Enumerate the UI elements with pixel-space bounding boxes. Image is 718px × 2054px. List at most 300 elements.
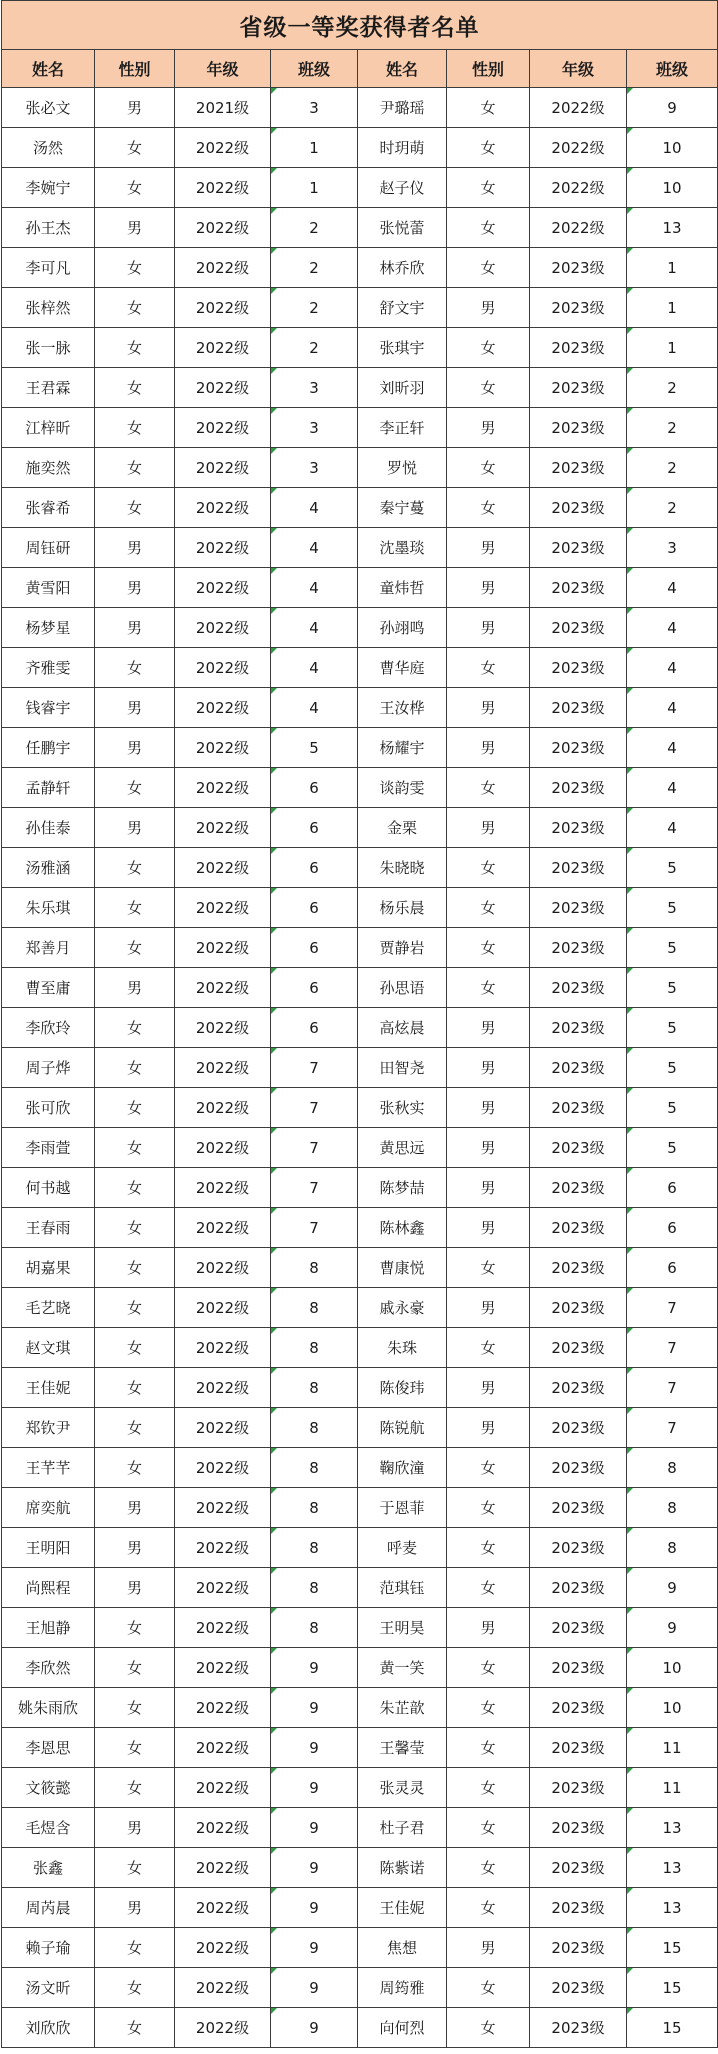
grade-cell[interactable]: 2022级 [175, 248, 271, 288]
grade-cell[interactable]: 2022级 [175, 1488, 271, 1528]
class-cell[interactable]: 5 [271, 728, 358, 768]
class-cell[interactable]: 6 [627, 1208, 718, 1248]
gender-cell[interactable]: 女 [447, 968, 530, 1008]
class-cell[interactable]: 5 [627, 888, 718, 928]
class-cell[interactable]: 1 [271, 128, 358, 168]
class-cell[interactable]: 8 [271, 1528, 358, 1568]
class-cell[interactable]: 4 [271, 648, 358, 688]
grade-cell[interactable]: 2022级 [175, 928, 271, 968]
class-cell[interactable]: 7 [627, 1368, 718, 1408]
gender-cell[interactable]: 女 [95, 648, 175, 688]
name-cell[interactable]: 杨耀宇 [358, 728, 447, 768]
name-cell[interactable]: 朱芷歆 [358, 1688, 447, 1728]
class-cell[interactable]: 6 [627, 1168, 718, 1208]
class-cell[interactable]: 4 [627, 648, 718, 688]
class-cell[interactable]: 2 [627, 408, 718, 448]
gender-cell[interactable]: 女 [95, 1928, 175, 1968]
grade-cell[interactable]: 2023级 [530, 1688, 627, 1728]
gender-cell[interactable]: 女 [95, 248, 175, 288]
class-cell[interactable]: 8 [271, 1488, 358, 1528]
gender-cell[interactable]: 女 [447, 1848, 530, 1888]
grade-cell[interactable]: 2023级 [530, 1448, 627, 1488]
class-cell[interactable]: 8 [271, 1608, 358, 1648]
name-cell[interactable]: 杨乐晨 [358, 888, 447, 928]
gender-cell[interactable]: 男 [447, 288, 530, 328]
class-cell[interactable]: 1 [627, 288, 718, 328]
name-cell[interactable]: 王明昊 [358, 1608, 447, 1648]
class-cell[interactable]: 3 [627, 528, 718, 568]
name-cell[interactable]: 李可凡 [2, 248, 95, 288]
grade-cell[interactable]: 2023级 [530, 1208, 627, 1248]
grade-cell[interactable]: 2023级 [530, 1088, 627, 1128]
class-cell[interactable]: 9 [627, 1608, 718, 1648]
gender-cell[interactable]: 男 [95, 808, 175, 848]
class-cell[interactable]: 13 [627, 1848, 718, 1888]
grade-cell[interactable]: 2022级 [175, 1368, 271, 1408]
name-cell[interactable]: 陈锐航 [358, 1408, 447, 1448]
gender-cell[interactable]: 女 [447, 1768, 530, 1808]
gender-cell[interactable]: 女 [447, 1568, 530, 1608]
name-cell[interactable]: 刘欣欣 [2, 2008, 95, 2048]
grade-cell[interactable]: 2022级 [175, 1448, 271, 1488]
gender-cell[interactable]: 男 [447, 528, 530, 568]
grade-cell[interactable]: 2023级 [530, 1568, 627, 1608]
gender-cell[interactable]: 女 [447, 1888, 530, 1928]
grade-cell[interactable]: 2022级 [175, 608, 271, 648]
gender-cell[interactable]: 女 [95, 1248, 175, 1288]
gender-cell[interactable]: 女 [447, 1448, 530, 1488]
name-cell[interactable]: 孙思语 [358, 968, 447, 1008]
gender-cell[interactable]: 女 [447, 1328, 530, 1368]
class-cell[interactable]: 2 [627, 368, 718, 408]
grade-cell[interactable]: 2023级 [530, 1248, 627, 1288]
name-cell[interactable]: 张梓然 [2, 288, 95, 328]
grade-cell[interactable]: 2022级 [175, 1048, 271, 1088]
class-cell[interactable]: 4 [271, 488, 358, 528]
name-cell[interactable]: 任鹏宇 [2, 728, 95, 768]
class-cell[interactable]: 5 [627, 1088, 718, 1128]
name-cell[interactable]: 曹至庸 [2, 968, 95, 1008]
class-cell[interactable]: 5 [627, 848, 718, 888]
name-cell[interactable]: 毛艺晓 [2, 1288, 95, 1328]
gender-cell[interactable]: 女 [95, 1208, 175, 1248]
name-cell[interactable]: 曹华庭 [358, 648, 447, 688]
grade-cell[interactable]: 2023级 [530, 1328, 627, 1368]
class-cell[interactable]: 4 [627, 768, 718, 808]
gender-cell[interactable]: 女 [95, 1408, 175, 1448]
name-cell[interactable]: 陈梦喆 [358, 1168, 447, 1208]
class-cell[interactable]: 7 [271, 1048, 358, 1088]
class-cell[interactable]: 7 [627, 1328, 718, 1368]
gender-cell[interactable]: 女 [95, 1448, 175, 1488]
class-cell[interactable]: 6 [271, 768, 358, 808]
class-cell[interactable]: 6 [627, 1248, 718, 1288]
gender-cell[interactable]: 男 [95, 688, 175, 728]
gender-cell[interactable]: 女 [95, 488, 175, 528]
gender-cell[interactable]: 男 [447, 688, 530, 728]
class-cell[interactable]: 5 [627, 1128, 718, 1168]
gender-cell[interactable]: 女 [95, 768, 175, 808]
class-cell[interactable]: 2 [627, 488, 718, 528]
gender-cell[interactable]: 女 [447, 328, 530, 368]
grade-cell[interactable]: 2023级 [530, 528, 627, 568]
class-cell[interactable]: 7 [271, 1208, 358, 1248]
grade-cell[interactable]: 2022级 [175, 1208, 271, 1248]
name-cell[interactable]: 秦宁蔓 [358, 488, 447, 528]
gender-cell[interactable]: 女 [447, 1968, 530, 2008]
gender-cell[interactable]: 男 [447, 1288, 530, 1328]
gender-cell[interactable]: 男 [95, 1488, 175, 1528]
grade-cell[interactable]: 2023级 [530, 248, 627, 288]
name-cell[interactable]: 黄雪阳 [2, 568, 95, 608]
name-cell[interactable]: 王君霖 [2, 368, 95, 408]
name-cell[interactable]: 王明阳 [2, 1528, 95, 1568]
gender-cell[interactable]: 女 [95, 168, 175, 208]
class-cell[interactable]: 8 [271, 1368, 358, 1408]
name-cell[interactable]: 鞠欣潼 [358, 1448, 447, 1488]
grade-cell[interactable]: 2022级 [175, 1848, 271, 1888]
name-cell[interactable]: 陈紫诺 [358, 1848, 447, 1888]
name-cell[interactable]: 张灵灵 [358, 1768, 447, 1808]
gender-cell[interactable]: 女 [447, 1528, 530, 1568]
grade-cell[interactable]: 2022级 [530, 88, 627, 128]
gender-cell[interactable]: 女 [447, 2008, 530, 2048]
grade-cell[interactable]: 2023级 [530, 888, 627, 928]
grade-cell[interactable]: 2023级 [530, 1288, 627, 1328]
class-cell[interactable]: 9 [271, 1688, 358, 1728]
grade-cell[interactable]: 2023级 [530, 408, 627, 448]
name-cell[interactable]: 朱晓晓 [358, 848, 447, 888]
grade-cell[interactable]: 2023级 [530, 1408, 627, 1448]
gender-cell[interactable]: 女 [95, 1728, 175, 1768]
gender-cell[interactable]: 男 [95, 1888, 175, 1928]
class-cell[interactable]: 8 [271, 1568, 358, 1608]
name-cell[interactable]: 赵子仪 [358, 168, 447, 208]
class-cell[interactable]: 1 [271, 168, 358, 208]
gender-cell[interactable]: 女 [447, 168, 530, 208]
grade-cell[interactable]: 2022级 [175, 1928, 271, 1968]
grade-cell[interactable]: 2023级 [530, 1528, 627, 1568]
class-cell[interactable]: 9 [271, 1888, 358, 1928]
class-cell[interactable]: 2 [271, 248, 358, 288]
name-cell[interactable]: 田智尧 [358, 1048, 447, 1088]
name-cell[interactable]: 金栗 [358, 808, 447, 848]
name-cell[interactable]: 曹康悦 [358, 1248, 447, 1288]
name-cell[interactable]: 张可欣 [2, 1088, 95, 1128]
class-cell[interactable]: 4 [627, 688, 718, 728]
name-cell[interactable]: 席奕航 [2, 1488, 95, 1528]
gender-cell[interactable]: 男 [447, 1408, 530, 1448]
gender-cell[interactable]: 女 [447, 448, 530, 488]
gender-cell[interactable]: 男 [95, 1808, 175, 1848]
grade-cell[interactable]: 2023级 [530, 648, 627, 688]
name-cell[interactable]: 郑钦尹 [2, 1408, 95, 1448]
gender-cell[interactable]: 女 [447, 848, 530, 888]
name-cell[interactable]: 钱睿宇 [2, 688, 95, 728]
class-cell[interactable]: 15 [627, 1968, 718, 2008]
grade-cell[interactable]: 2022级 [530, 208, 627, 248]
name-cell[interactable]: 张琪宇 [358, 328, 447, 368]
name-cell[interactable]: 何书越 [2, 1168, 95, 1208]
gender-cell[interactable]: 女 [447, 1728, 530, 1768]
grade-cell[interactable]: 2023级 [530, 848, 627, 888]
gender-cell[interactable]: 男 [95, 88, 175, 128]
grade-cell[interactable]: 2023级 [530, 1488, 627, 1528]
gender-cell[interactable]: 男 [95, 568, 175, 608]
gender-cell[interactable]: 男 [447, 1608, 530, 1648]
class-cell[interactable]: 6 [271, 968, 358, 1008]
name-cell[interactable]: 尚熙程 [2, 1568, 95, 1608]
name-cell[interactable]: 于恩菲 [358, 1488, 447, 1528]
class-cell[interactable]: 10 [627, 128, 718, 168]
gender-cell[interactable]: 女 [447, 1248, 530, 1288]
name-cell[interactable]: 李欣玲 [2, 1008, 95, 1048]
name-cell[interactable]: 赖子瑜 [2, 1928, 95, 1968]
gender-cell[interactable]: 女 [95, 2008, 175, 2048]
grade-cell[interactable]: 2022级 [530, 168, 627, 208]
name-cell[interactable]: 汤雅涵 [2, 848, 95, 888]
gender-cell[interactable]: 女 [95, 888, 175, 928]
class-cell[interactable]: 7 [271, 1128, 358, 1168]
grade-cell[interactable]: 2023级 [530, 1168, 627, 1208]
grade-cell[interactable]: 2022级 [175, 768, 271, 808]
name-cell[interactable]: 王佳妮 [358, 1888, 447, 1928]
grade-cell[interactable]: 2022级 [175, 1168, 271, 1208]
grade-cell[interactable]: 2023级 [530, 768, 627, 808]
class-cell[interactable]: 6 [271, 808, 358, 848]
grade-cell[interactable]: 2023级 [530, 288, 627, 328]
grade-cell[interactable]: 2022级 [175, 368, 271, 408]
grade-cell[interactable]: 2022级 [175, 288, 271, 328]
name-cell[interactable]: 孟静轩 [2, 768, 95, 808]
name-cell[interactable]: 呼麦 [358, 1528, 447, 1568]
name-cell[interactable]: 孙翊鸣 [358, 608, 447, 648]
gender-cell[interactable]: 男 [95, 1528, 175, 1568]
name-cell[interactable]: 周子烨 [2, 1048, 95, 1088]
gender-cell[interactable]: 女 [447, 1808, 530, 1848]
class-cell[interactable]: 7 [627, 1408, 718, 1448]
grade-cell[interactable]: 2022级 [175, 1768, 271, 1808]
class-cell[interactable]: 4 [627, 608, 718, 648]
class-cell[interactable]: 10 [627, 1648, 718, 1688]
gender-cell[interactable]: 男 [95, 1568, 175, 1608]
grade-cell[interactable]: 2022级 [175, 888, 271, 928]
grade-cell[interactable]: 2023级 [530, 1128, 627, 1168]
grade-cell[interactable]: 2023级 [530, 1048, 627, 1088]
name-cell[interactable]: 戚永豪 [358, 1288, 447, 1328]
class-cell[interactable]: 15 [627, 2008, 718, 2048]
name-cell[interactable]: 孙佳泰 [2, 808, 95, 848]
grade-cell[interactable]: 2022级 [175, 1248, 271, 1288]
name-cell[interactable]: 杨梦星 [2, 608, 95, 648]
class-cell[interactable]: 10 [627, 1688, 718, 1728]
name-cell[interactable]: 李欣然 [2, 1648, 95, 1688]
class-cell[interactable]: 3 [271, 368, 358, 408]
name-cell[interactable]: 朱乐琪 [2, 888, 95, 928]
grade-cell[interactable]: 2022级 [175, 1888, 271, 1928]
class-cell[interactable]: 7 [627, 1288, 718, 1328]
gender-cell[interactable]: 女 [447, 248, 530, 288]
class-cell[interactable]: 6 [271, 888, 358, 928]
grade-cell[interactable]: 2023级 [530, 448, 627, 488]
gender-cell[interactable]: 男 [447, 1008, 530, 1048]
class-cell[interactable]: 8 [627, 1488, 718, 1528]
gender-cell[interactable]: 女 [95, 1768, 175, 1808]
name-cell[interactable]: 张悦蕾 [358, 208, 447, 248]
grade-cell[interactable]: 2022级 [175, 2008, 271, 2048]
gender-cell[interactable]: 女 [447, 648, 530, 688]
gender-cell[interactable]: 女 [447, 1648, 530, 1688]
gender-cell[interactable]: 男 [447, 1368, 530, 1408]
grade-cell[interactable]: 2023级 [530, 568, 627, 608]
class-cell[interactable]: 9 [271, 1728, 358, 1768]
name-cell[interactable]: 李恩思 [2, 1728, 95, 1768]
class-cell[interactable]: 6 [271, 1008, 358, 1048]
grade-cell[interactable]: 2022级 [175, 568, 271, 608]
name-cell[interactable]: 王汝桦 [358, 688, 447, 728]
class-cell[interactable]: 6 [271, 848, 358, 888]
class-cell[interactable]: 7 [271, 1088, 358, 1128]
gender-cell[interactable]: 女 [95, 848, 175, 888]
gender-cell[interactable]: 男 [95, 728, 175, 768]
name-cell[interactable]: 周钰研 [2, 528, 95, 568]
class-cell[interactable]: 4 [627, 728, 718, 768]
grade-cell[interactable]: 2023级 [530, 808, 627, 848]
class-cell[interactable]: 9 [271, 1648, 358, 1688]
grade-cell[interactable]: 2023级 [530, 928, 627, 968]
gender-cell[interactable]: 女 [95, 1008, 175, 1048]
grade-cell[interactable]: 2022级 [175, 1608, 271, 1648]
class-cell[interactable]: 4 [271, 608, 358, 648]
name-cell[interactable]: 王佳妮 [2, 1368, 95, 1408]
grade-cell[interactable]: 2022级 [175, 728, 271, 768]
gender-cell[interactable]: 女 [447, 1688, 530, 1728]
grade-cell[interactable]: 2022级 [175, 1648, 271, 1688]
gender-cell[interactable]: 女 [447, 368, 530, 408]
name-cell[interactable]: 李婉宁 [2, 168, 95, 208]
grade-cell[interactable]: 2023级 [530, 1728, 627, 1768]
class-cell[interactable]: 9 [627, 1568, 718, 1608]
class-cell[interactable]: 11 [627, 1768, 718, 1808]
class-cell[interactable]: 3 [271, 88, 358, 128]
name-cell[interactable]: 姚朱雨欣 [2, 1688, 95, 1728]
class-cell[interactable]: 8 [271, 1288, 358, 1328]
grade-cell[interactable]: 2022级 [175, 488, 271, 528]
name-cell[interactable]: 黄思远 [358, 1128, 447, 1168]
gender-cell[interactable]: 男 [447, 1168, 530, 1208]
class-cell[interactable]: 2 [271, 288, 358, 328]
gender-cell[interactable]: 男 [447, 608, 530, 648]
gender-cell[interactable]: 女 [95, 1048, 175, 1088]
class-cell[interactable]: 4 [271, 568, 358, 608]
gender-cell[interactable]: 女 [95, 1288, 175, 1328]
name-cell[interactable]: 陈俊玮 [358, 1368, 447, 1408]
name-cell[interactable]: 高炫晨 [358, 1008, 447, 1048]
gender-cell[interactable]: 男 [447, 408, 530, 448]
grade-cell[interactable]: 2022级 [175, 848, 271, 888]
class-cell[interactable]: 9 [271, 1808, 358, 1848]
grade-cell[interactable]: 2022级 [175, 128, 271, 168]
gender-cell[interactable]: 女 [95, 368, 175, 408]
grade-cell[interactable]: 2023级 [530, 1648, 627, 1688]
class-cell[interactable]: 3 [271, 408, 358, 448]
gender-cell[interactable]: 女 [447, 88, 530, 128]
grade-cell[interactable]: 2022级 [175, 408, 271, 448]
gender-cell[interactable]: 女 [95, 288, 175, 328]
grade-cell[interactable]: 2022级 [175, 1288, 271, 1328]
gender-cell[interactable]: 女 [95, 1968, 175, 2008]
gender-cell[interactable]: 女 [95, 1128, 175, 1168]
name-cell[interactable]: 毛煜含 [2, 1808, 95, 1848]
gender-cell[interactable]: 男 [95, 968, 175, 1008]
grade-cell[interactable]: 2023级 [530, 1808, 627, 1848]
grade-cell[interactable]: 2022级 [175, 1088, 271, 1128]
gender-cell[interactable]: 女 [95, 1848, 175, 1888]
name-cell[interactable]: 黄一笑 [358, 1648, 447, 1688]
class-cell[interactable]: 7 [271, 1168, 358, 1208]
grade-cell[interactable]: 2023级 [530, 328, 627, 368]
class-cell[interactable]: 4 [271, 528, 358, 568]
gender-cell[interactable]: 女 [95, 1168, 175, 1208]
gender-cell[interactable]: 女 [95, 1608, 175, 1648]
gender-cell[interactable]: 女 [95, 928, 175, 968]
class-cell[interactable]: 8 [271, 1448, 358, 1488]
class-cell[interactable]: 4 [627, 808, 718, 848]
name-cell[interactable]: 王旭静 [2, 1608, 95, 1648]
name-cell[interactable]: 张鑫 [2, 1848, 95, 1888]
name-cell[interactable]: 赵文琪 [2, 1328, 95, 1368]
grade-cell[interactable]: 2022级 [175, 688, 271, 728]
name-cell[interactable]: 郑善月 [2, 928, 95, 968]
name-cell[interactable]: 陈林鑫 [358, 1208, 447, 1248]
grade-cell[interactable]: 2022级 [175, 1808, 271, 1848]
name-cell[interactable]: 汤然 [2, 128, 95, 168]
name-cell[interactable]: 尹璐瑶 [358, 88, 447, 128]
name-cell[interactable]: 齐雅雯 [2, 648, 95, 688]
gender-cell[interactable]: 男 [95, 608, 175, 648]
class-cell[interactable]: 5 [627, 1008, 718, 1048]
grade-cell[interactable]: 2023级 [530, 1888, 627, 1928]
name-cell[interactable]: 周芮晨 [2, 1888, 95, 1928]
name-cell[interactable]: 周筠雅 [358, 1968, 447, 2008]
name-cell[interactable]: 朱珠 [358, 1328, 447, 1368]
name-cell[interactable]: 张秋实 [358, 1088, 447, 1128]
gender-cell[interactable]: 女 [447, 768, 530, 808]
class-cell[interactable]: 9 [271, 1968, 358, 2008]
name-cell[interactable]: 范琪钰 [358, 1568, 447, 1608]
name-cell[interactable]: 童炜哲 [358, 568, 447, 608]
class-cell[interactable]: 5 [627, 968, 718, 1008]
name-cell[interactable]: 胡嘉果 [2, 1248, 95, 1288]
grade-cell[interactable]: 2022级 [175, 1528, 271, 1568]
class-cell[interactable]: 5 [627, 1048, 718, 1088]
grade-cell[interactable]: 2023级 [530, 688, 627, 728]
gender-cell[interactable]: 男 [447, 1128, 530, 1168]
name-cell[interactable]: 张必文 [2, 88, 95, 128]
name-cell[interactable]: 王春雨 [2, 1208, 95, 1248]
name-cell[interactable]: 林乔欣 [358, 248, 447, 288]
gender-cell[interactable]: 女 [447, 128, 530, 168]
gender-cell[interactable]: 女 [95, 1368, 175, 1408]
grade-cell[interactable]: 2023级 [530, 608, 627, 648]
grade-cell[interactable]: 2023级 [530, 1008, 627, 1048]
grade-cell[interactable]: 2023级 [530, 1968, 627, 2008]
grade-cell[interactable]: 2023级 [530, 728, 627, 768]
class-cell[interactable]: 2 [627, 448, 718, 488]
name-cell[interactable]: 王馨莹 [358, 1728, 447, 1768]
gender-cell[interactable]: 男 [447, 568, 530, 608]
grade-cell[interactable]: 2022级 [175, 648, 271, 688]
